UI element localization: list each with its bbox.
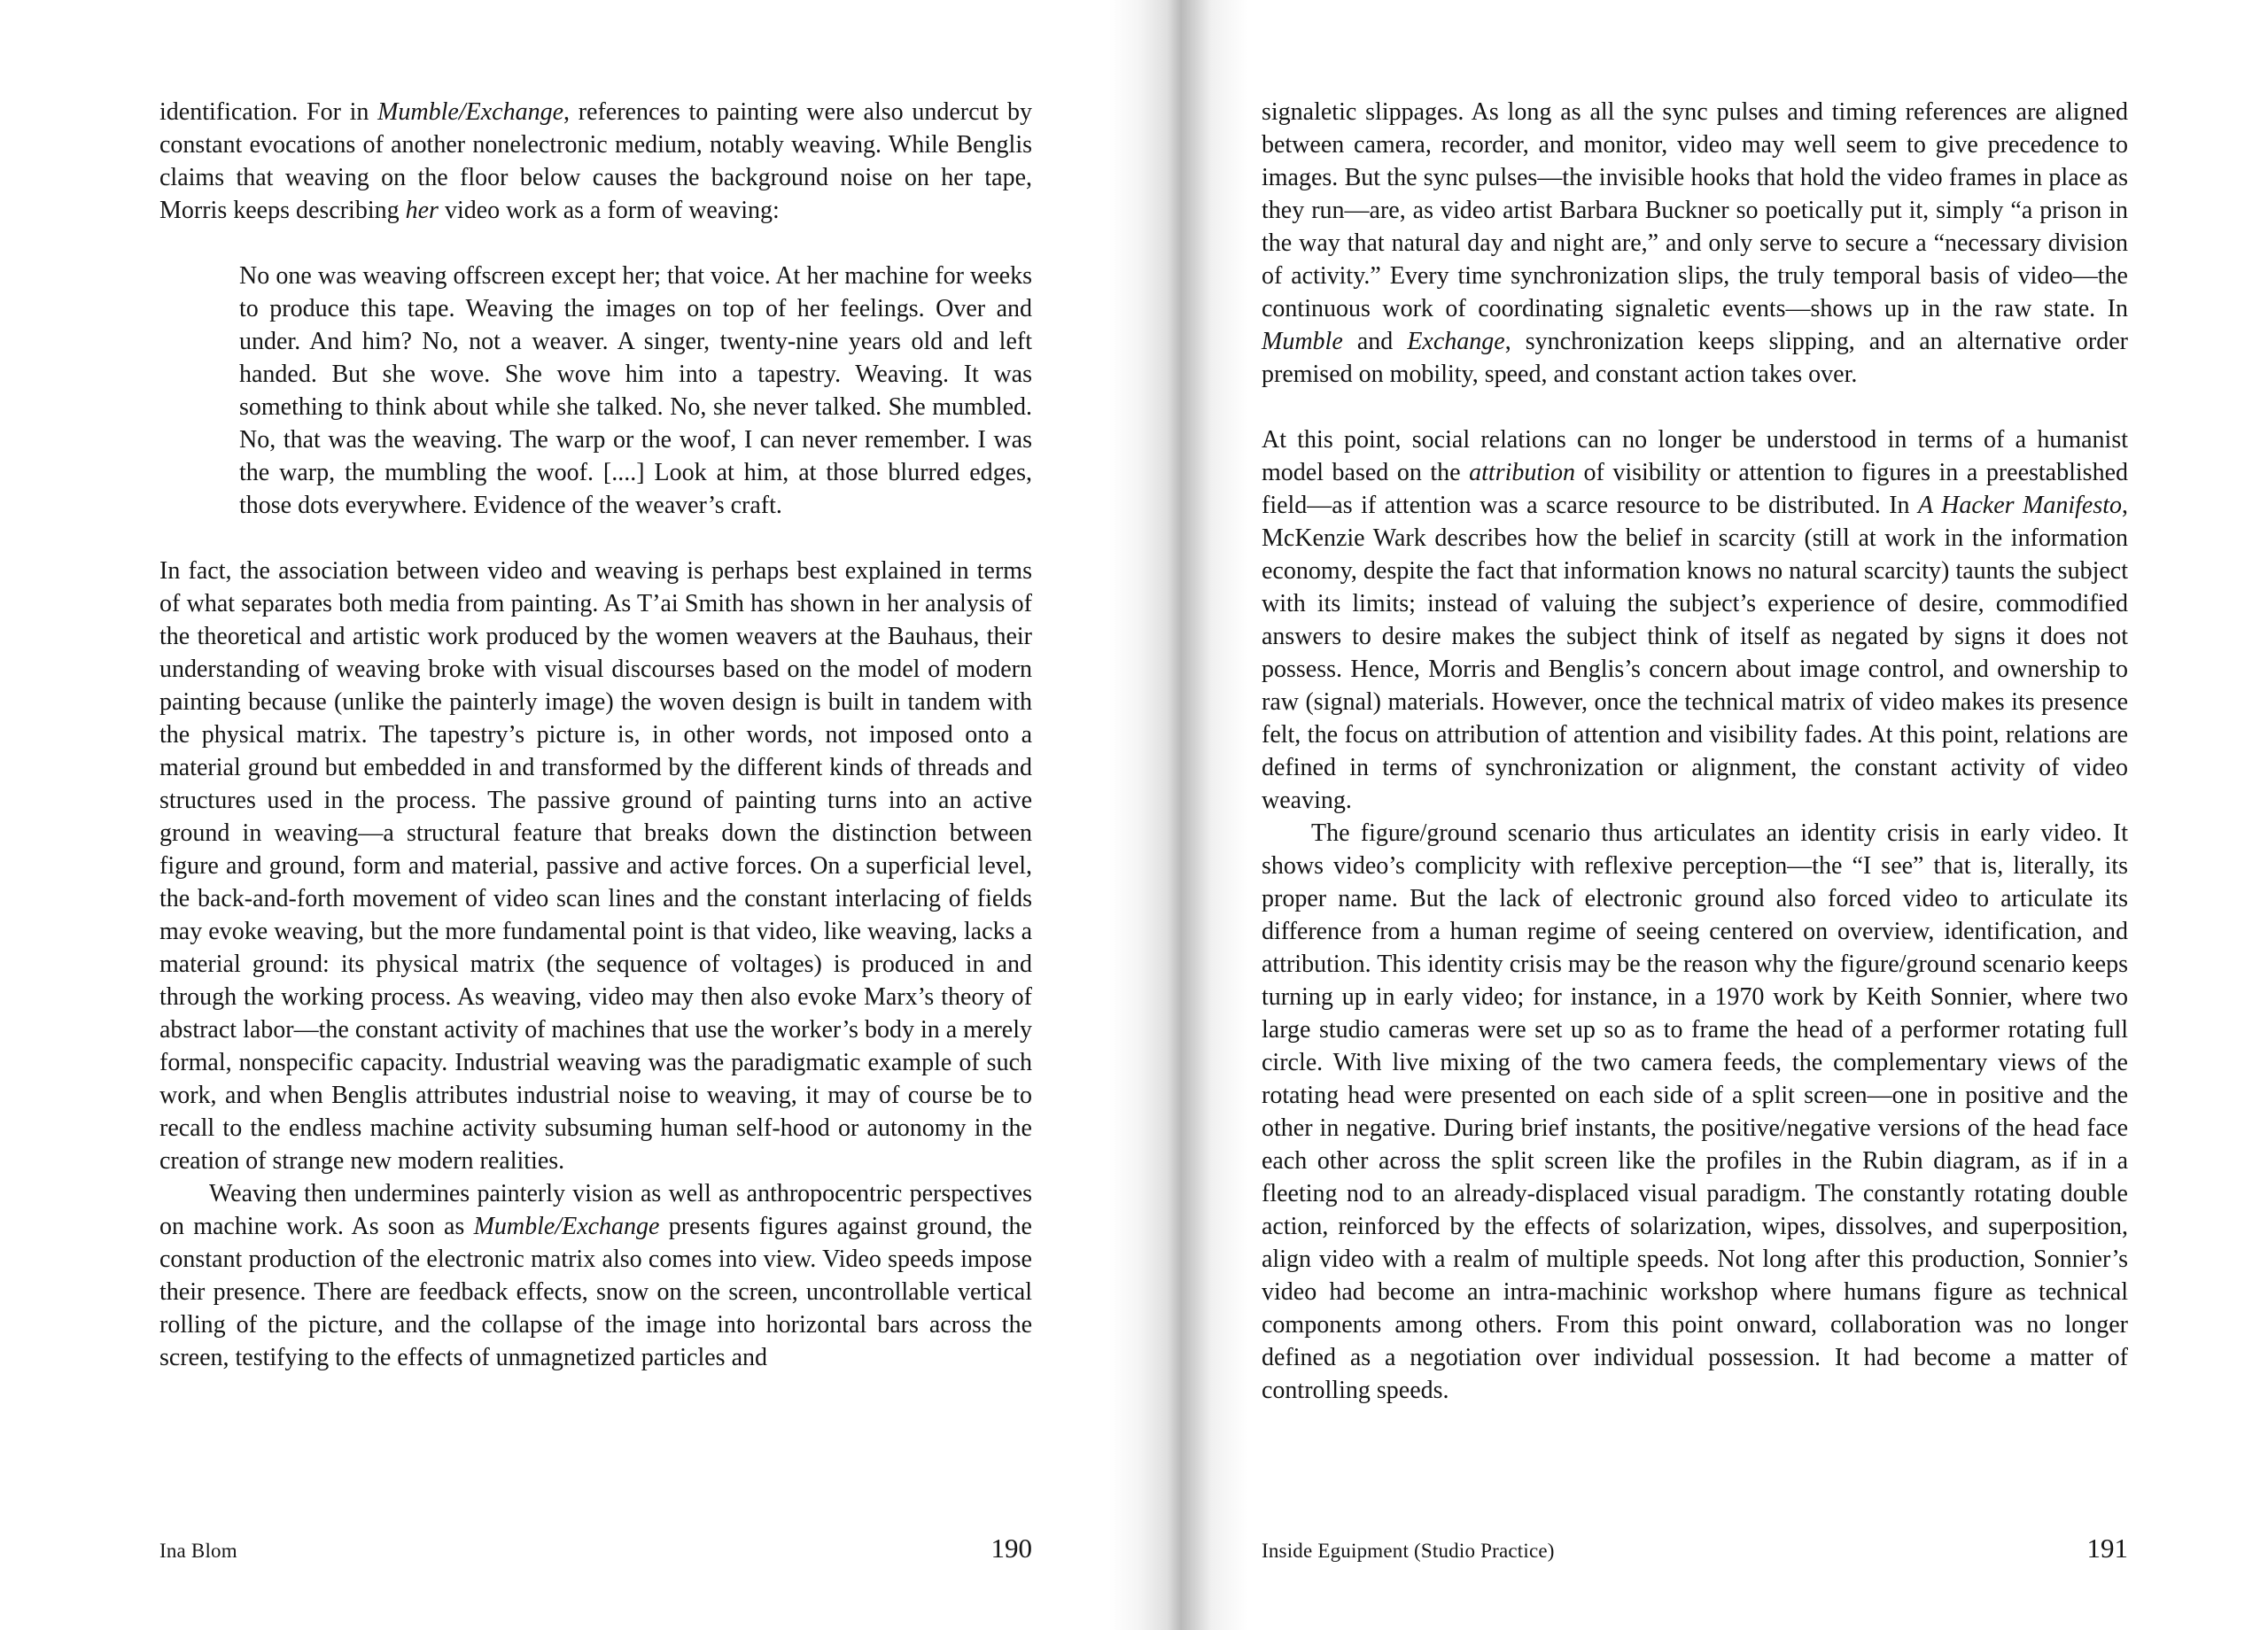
left-page-text-column (159, 96, 1032, 1374)
page-gutter-shadow (1109, 0, 1247, 1630)
text-run: , McKenzie Wark describes how the belief in scarcity (still at work in the information economy, despite the fact that information knows no natural scarcity) taunts the subject with its limits; instead of valuing the subject’s experience of desire, commodified answers to desire makes the subject think of itself as negated by signs it does not possess. Hence, Morris and Benglis’s concern about image control, and ownership to raw (signal) materials. However, once the technical matrix of video makes its presence felt, the focus on attribution of attention and visibility fades. At this point, relations are defined in terms of synchronization or alignment, the constant activity of video weaving. (1262, 492, 2128, 814)
italic-text-run: Exchange (1407, 328, 1505, 355)
page-number-left: 190 (990, 1533, 1032, 1564)
body-paragraph (159, 96, 1032, 227)
running-footer-author: Ina Blom (159, 1540, 237, 1562)
text-run: , synchronization keeps slipping, and an alternative order premised on mobility, speed, and constant action takes over. (1262, 328, 2128, 388)
text-run: , references to painting were also undercut by constant evocations of another nonelectronic medium, notably weaving. While Benglis claims that weaving on the floor below causes the background noise on her tape, Morris keeps describing (159, 98, 1032, 224)
left-page-footer (159, 1533, 1032, 1564)
running-footer-chapter: Inside Eguipment (Studio Practice) (1262, 1540, 1555, 1562)
body-paragraph (1262, 96, 2128, 391)
page-number-right: 191 (2086, 1533, 2128, 1564)
italic-text-run: Mumble/Exchange (377, 98, 564, 126)
italic-text-run: her (405, 197, 439, 224)
block-quote (239, 260, 1032, 522)
text-run: The figure/ground scenario thus articulates an identity crisis in early video. It shows video’s complicity with reflexive perception—the “I see” that is, literally, its proper name. But the lack of electronic ground also forced video to articulate its difference from a human regime of seeing centered on overview, identification, and attribution. This identity crisis may be the reason why the figure/ground scenario keeps turning up in early video; for instance, in a 1970 work by Keith Sonnier, where two large studio cameras were set up so as to frame the head of a performer rotating full circle. With live mixing of the two camera feeds, the complementary views of the rotating head were presented on each side of a split screen—one in positive and the other in negative. During brief instants, the positive/negative versions of the head face each other across the split screen like the profiles in the Rubin diagram, as if in a fleeting nod to an already-displaced visual paradigm. The constantly rotating double action, reinforced by the effects of solarization, wipes, dissolves, and superposition, align video with a realm of multiple speeds. Not long after this production, Sonnier’s video had become an intra-machinic workshop where humans figure as technical components among others. From this point onward, collaboration was no longer defined as a negotiation over individual possession. It had become a matter of controlling speeds. (1262, 819, 2128, 1404)
text-run: presents figures against ground, the constant production of the electronic matrix also comes into view. Video speeds impose their presence. There are feedback effects, snow on the screen, uncontrollable vertical rolling of the picture, and the collapse of the image into horizontal bars across the screen, testifying to the effects of unmagnetized particles and (159, 1213, 1032, 1371)
italic-text-run: Mumble (1262, 328, 1343, 355)
text-run: identification. For in (159, 98, 378, 126)
body-paragraph (1262, 817, 2128, 1407)
text-run: At this point, social relations can no longer be understood in terms of a humanist model based on the (1262, 426, 2128, 486)
right-page-text-column (1262, 96, 2128, 1407)
text-run: of visibility or attention to figures in a preestablished field—as if attention was a scarce resource to be distributed. In (1262, 459, 2128, 519)
body-paragraph (1262, 423, 2128, 817)
text-run: In fact, the association between video and weaving is perhaps best explained in terms of what separates both media from painting. As T’ai Smith has shown in her analysis of the theoretical and artistic work produced by the women weavers at the Bauhaus, their understanding of weaving broke with visual discourses based on the model of modern painting because (unlike the painterly image) the woven design is built in tandem with the physical matrix. The tapestry’s picture is, in other words, not imposed onto a material ground but embedded in and transformed by the different kinds of threads and structures used in the process. The passive ground of painting turns into an active ground in weaving—a structural feature that breaks down the distinction between figure and ground, form and material, passive and active forces. On a superficial level, the back-and-forth movement of video scan lines and the constant interlacing of fields may evoke weaving, but the more fundamental point is that video, like weaving, lacks a material ground: its physical matrix (the sequence of voltages) is produced in and through the working process. As weaving, video may then also evoke Marx’s theory of abstract labor—the constant activity of machines that use the worker’s body in a merely formal, nonspecific capacity. Industrial weaving was the paradigmatic example of such work, and when Benglis attributes industrial noise to weaving, it may of course be to recall to the endless machine activity subsuming human self-hood or autonomy in the creation of strange new modern realities. (159, 557, 1032, 1175)
text-run: signaletic slippages. As long as all the sync pulses and timing references are aligned between camera, recorder, and monitor, video may well seem to give precedence to images. But the sync pulses—the invisible hooks that hold the video frames in place as they run—are, as video artist Barbara Buckner so poetically put it, simply “a prison in the way that natural day and night are,” and only serve to secure a “necessary division of activity.” Every time synchronization slips, the truly temporal basis of video—the continuous work of coordinating signaletic events—shows up in the raw state. In (1262, 98, 2128, 322)
italic-text-run: Mumble/Exchange (473, 1213, 660, 1240)
text-run: video work as a form of weaving: (438, 197, 780, 224)
body-paragraph (159, 555, 1032, 1177)
text-run: Weaving then undermines painterly vision as well as anthropocentric perspectives on machine work. As soon as (159, 1180, 1032, 1240)
italic-text-run: A Hacker Manifesto (1918, 492, 2122, 519)
right-page-footer (1262, 1533, 2128, 1564)
text-run: No one was weaving offscreen except her; that voice. At her machine for weeks to produce this tape. Weaving the images on top of her feelings. Over and under. And him? No, not a weaver. A singer, twenty-nine years old and left handed. But she wove. She wove him into a tapestry. Weaving. It was something to think about while she talked. No, she never talked. She mumbled. No, that was the weaving. The warp or the woof, I can never remember. I was the warp, the mumbling the woof. [....] Look at him, at those blurred edges, those dots everywhere. Evidence of the weaver’s craft. (239, 262, 1032, 519)
text-run: and (1342, 328, 1408, 355)
body-paragraph (159, 1177, 1032, 1374)
italic-text-run: attribution (1469, 459, 1575, 486)
